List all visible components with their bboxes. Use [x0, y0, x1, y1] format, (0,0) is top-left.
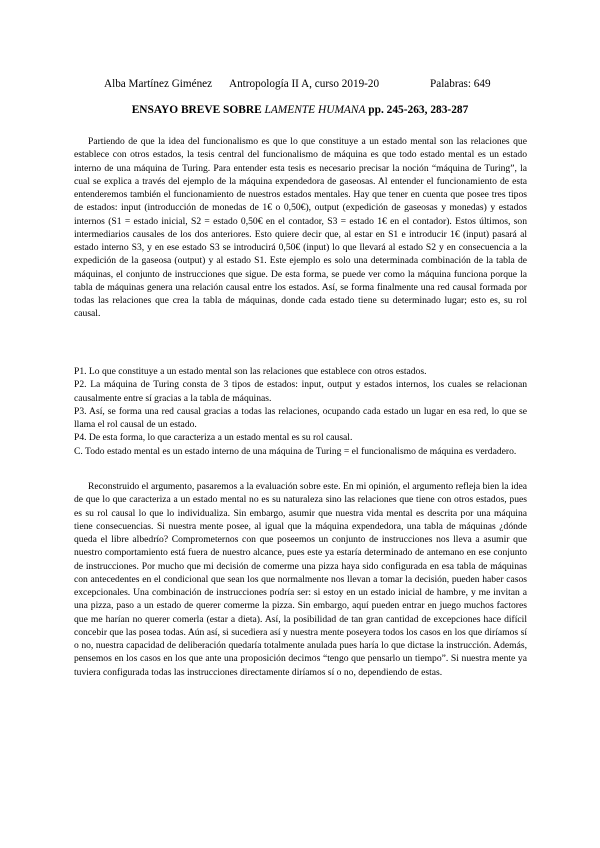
author-name: Alba Martínez Giménez [104, 78, 213, 90]
premise-p2: P2. La máquina de Turing consta de 3 tipos de estados: input, output y estados internos, los cuales se relacionan causalmente entre sí gracias a la tabla de máquinas. [74, 379, 527, 404]
premise-p3: P3. Así, se forma una red causal gracias a todas las relaciones, ocupando cada estado un lugar en esa red, lo que se llama el rol causal de un estado. [74, 405, 527, 430]
paragraph-evaluation: Reconstruido el argumento, pasaremos a la evaluación sobre este. En mi opinión, el argumento refleja bien la idea de que lo que caracteriza a un estado mental no es su naturaleza sino las relaciones que tiene con otros estados, pues es su rol causal lo que lo individualiza. Sin embargo, asumir que nuestra vida mental es descrita por una máquina tiene consecuencias. Si nuestra mente posee, al igual que la máquina expendedora, una tabla de máquinas ¿dónde queda el libre albedrío? Comprometernos con que poseemos un conjunto de instrucciones nos lleva a asumir que nuestro comportamiento está fuera de nuestro alcance, pues este ya estaría determinado de antemano en ese conjunto de instrucciones. Por mucho que mi decisión de comerme una pizza haya sido configurada en esa tabla de máquinas con antecedentes en el condicional que sean los que normalmente nos llevan a tomar la decisión, pueden haber casos excepcionales. Una combinación de instrucciones podría ser: si estoy en un estado inicial de hambre, y me invitan a una pizza, paso a un estado de querer comerme la pizza. Sin embargo, aquí pueden entrar en juego muchos factores que me harían no querer comerla (estar a dieta). Así, la posibilidad de tan gran cantidad de excepciones hace difícil concebir que las posea todas. Aún así, si sucediera así y nuestra mente poseyera todos los casos en los que diríamos sí o no, nuestra capacidad de deliberación quedaría totalmente anulada pues haría lo que dictase la instrucción. Además, pensemos en los casos en los que ante una proposición decimos “tengo que pensarlo un tiempo”. Si nuestra mente ya tuviera configurada todas las instrucciones directamente diríamos sí o no, dependiendo de estas. [74, 481, 527, 678]
course-info: Antropología II A, curso 2019-20 [229, 78, 380, 90]
essay-title [0, 104, 600, 116]
word-count: Palabras: 649 [430, 78, 491, 90]
premise-p4: P4. De esta forma, lo que caracteriza a un estado mental es su rol causal. [74, 432, 353, 444]
title-pages: pp. 245-263, 283-287 [365, 104, 469, 116]
premise-p1: P1. Lo que constituye a un estado mental son las relaciones que establece con otros estados. [74, 366, 427, 377]
argument-premises [74, 365, 527, 458]
title-prefix: ENSAYO BREVE SOBRE [131, 104, 265, 116]
premise-conclusion: C. Todo estado mental es un estado interno de una máquina de Turing = el funcionalismo de máquina es verdadero. [74, 445, 517, 457]
paragraph-explanation: Partiendo de que la idea del funcionalismo es que lo que constituye a un estado mental son las relaciones que establece con otros estados, la tesis central del funcionalismo de máquina es que todo estado mental es un estado interno de una máquina de Turing. Para entender esta tesis es necesario precisar la noción “máquina de Turing”, la cual se explica a través del ejemplo de la máquina expendedora de gaseosas. Al entender el funcionamiento de esta entenderemos también el funcionamiento de nuestros estados mentales. Hay que tener en cuenta que posee tres tipos de estados: input (introducción de monedas de 1€ o 0,50€), output (expedición de gaseosas y monedas) y estados internos (S1 = estado inicial, S2 = estado 0,50€ en el contador, S3 = estado 1€ en el contador). Estos últimos, son intermediarios causales de los dos anteriores. Esto quiere decir que, al estar en S1 e introducir 1€ (input) pasará al estado interno S3, y en ese estado S3 se introducirá 0,50€ (input) lo que llevará al estado S2 y en consecuencia a la expedición de la gaseosa (output) y al estado S1. Este ejemplo es solo una determinada combinación de la tabla de máquinas, el conjunto de instrucciones que sigue. De esta forma, se puede ver como la máquina funciona porque la tabla de máquinas genera una relación causal entre los estados. Así, se forma finalmente una red causal formada por todas las relaciones que crea la tabla de máquinas, donde cada estado tiene su determinado lugar; esto es, su rol causal. [74, 136, 527, 320]
title-book: LAMENTE HUMANA [264, 104, 366, 116]
